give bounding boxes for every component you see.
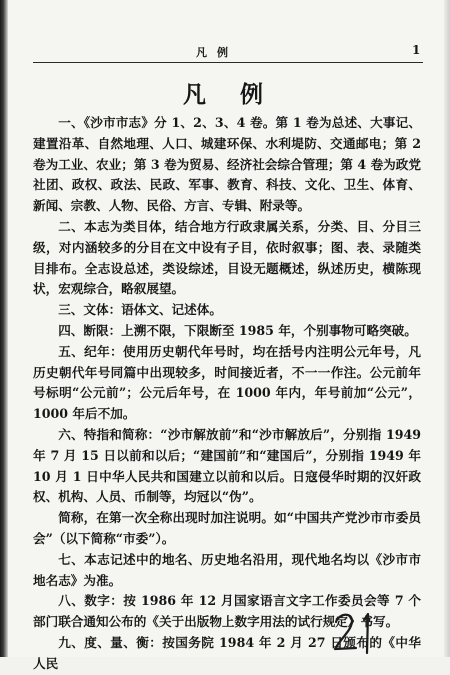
paragraph-dating: 五、纪年：使用历史朝代年号时，均在括号内注明公元年号，凡历史朝代年号同篇中出现较多，时间接近者，不一一作注。公元前年号标明“公元前”；公元后年号，在 1000 年内，年号前加“公元”，1000 年后不加。	[33, 343, 421, 422]
paragraph-measures: 九、度、量、衡：按国务院 1984 年 2 月 27 日颁布的《中华人民	[33, 634, 421, 671]
paragraph-volumes: 一、《沙市市志》分 1、2、3、4 卷。第 1 卷为总述、大事记、建置沿革、自然地理、人口、城建环保、水利堤防、交通邮电；第 2 卷为工业、农业；第 3 卷为贸易、经济社会综合管理；第 4 卷为政党社团、政权、政法、民政、军事、教育、科技、文化、卫生、体育、新闻、宗教、人物、民俗、方言、专辑、附录等。	[33, 115, 421, 214]
paragraph-structure: 二、本志为类目体，结合地方行政隶属关系，分类、目、分目三级，对内涵较多的分目在文中设有子目，依时叙事；图、表、录随类目排布。全志设总述，类设综述，目设无题概述，纵述历史，横陈现状，宏观综合，略叙展望。	[33, 218, 421, 297]
paragraph-abbreviations: 六、特指和简称：“沙市解放前”和“沙市解放后”，分别指 1949 年 7 月 15 日以前和以后；“建国前”和“建国后”，分别指 1949 年 10 月 1 日中华人民共和国建立以前和以后。日寇侵华时期的汉奸政权、机构、人员、币制等，均冠以“伪”。	[33, 426, 421, 505]
paragraph-style: 三、文体：语体文、记述体。	[58, 302, 222, 318]
paragraph-short-names: 简称，在第一次全称出现时加注说明。如“中国共产党沙市市委员会”（以下简称“市委”）。	[33, 510, 421, 546]
handwritten-page-mark	[330, 608, 390, 656]
paragraph-time-limits: 四、断限：上溯不限，下限断至 1985 年，个别事物可略突破。	[58, 322, 417, 338]
running-head: 凡例	[196, 46, 238, 59]
paragraph-place-names: 七、本志记述中的地名、历史地名沿用，现代地名均以《沙市市地名志》为准。	[33, 551, 421, 588]
page-title: 凡例	[183, 81, 297, 108]
paragraph-numbers: 八、数字：按 1986 年 12 月国家语言文字工作委员会等 7 个部门联合通知公布的《关于出版物上数字用法的试行规定》书写。	[33, 593, 421, 630]
body-text	[33, 113, 421, 675]
page-number: 1	[412, 43, 421, 57]
header-rule	[33, 62, 423, 63]
